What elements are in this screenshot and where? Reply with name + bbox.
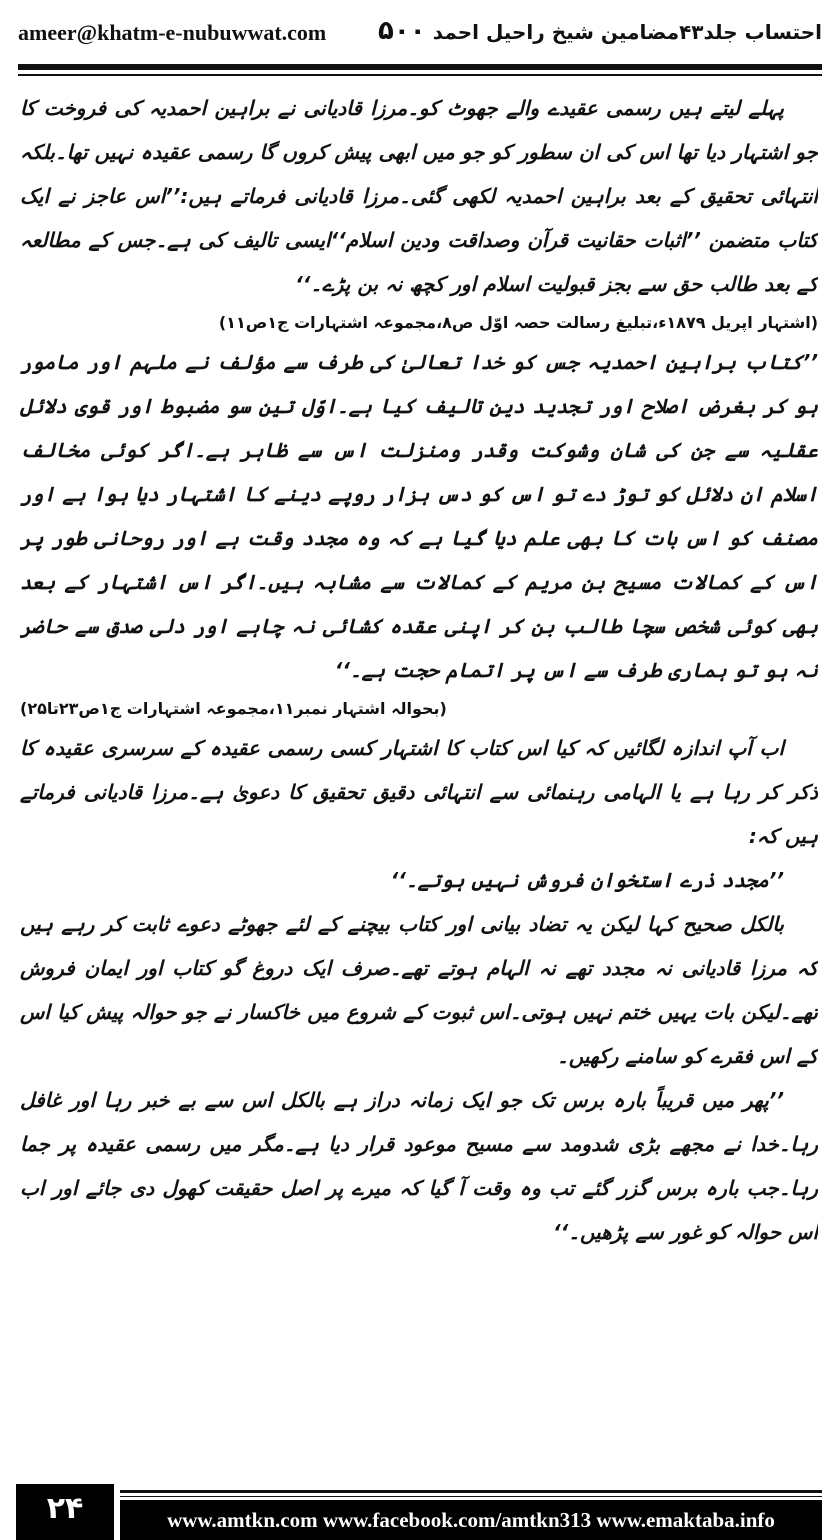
- paragraph-intro: پہلے لیتے ہیں رسمی عقیدے والے جھوٹ کو۔مرزا قادیانی نے براہین احمدیہ کی فروخت کا جو اشتہار دیا تھا اس کی ان سطور کو جو میں ابھی پیش کروں گا رسمی عقیدہ نہیں تھا۔بلکہ انتہائی تحقیق کے بعد براہین احمدیہ لکھی گئی۔مرزا قادیانی فرماتے ہیں:’’اس عاجز نے ایک کتاب متضمن ’’اثبات حقانیت قرآن وصداقت ودین اسلام‘‘ایسی تالیف کی ہے۔جس کے مطالعہ کے بعد طالب حق سے بجز قبولیت اسلام اور کچھ نہ بن پڑے۔‘‘: [20, 96, 818, 296]
- citation-1: (اشتہار اپریل ۱۸۷۹ء،تبلیغ رسالت حصہ اوّل ص۸،مجموعہ اشتہارات ج۱ص۱۱): [218, 313, 818, 332]
- paragraph-analysis: اب آپ اندازہ لگائیں کہ کیا اس کتاب کا اشتہار کسی رسمی عقیدہ کے سرسری عقیدہ کا ذکر کر رہا ہے یا الہامی رہنمائی سے انتہائی دقیق تحقیق کا دعویٰ ہے۔مرزا قادیانی فرماتے ہیں کہ:: [20, 736, 818, 848]
- footer-links[interactable]: www.amtkn.com www.facebook.com/amtkn313 www.emaktaba.info: [120, 1500, 822, 1540]
- footer-rule-thin: [120, 1496, 822, 1497]
- footer-rule-thick: [120, 1490, 822, 1493]
- citation-2: (بحوالہ اشتہار نمبر۱۱،مجموعہ اشتہارات ج۱ص۲۳تا۲۵): [20, 699, 447, 718]
- page-header: [18, 18, 822, 58]
- header-book-title: احتساب جلد۴۳مضامین شیخ راحیل احمد: [432, 20, 822, 44]
- quote-mujaddid: ’’مجدد ذرے استخوان فروش نہیں ہوتے۔‘‘: [390, 868, 784, 892]
- header-rule-thin: [18, 74, 822, 76]
- header-page-number: ۵۰۰: [378, 16, 426, 46]
- footer-page-number: ۲۴: [16, 1484, 114, 1540]
- header-rule-thick: [18, 64, 822, 70]
- paragraph-contradiction: بالکل صحیح کہا لیکن یہ تضاد بیانی اور کتاب بیچنے کے لئے جھوٹے دعوے ثابت کر رہے ہیں کہ مرزا قادیانی نہ مجدد تھے نہ الہام ہوتے تھے۔صرف ایک دروغ گو کتاب اور ایمان فروش تھے۔لیکن بات یہیں ختم نہیں ہوتی۔اس ثبوت کے شروع میں خاکسار نے جو حوالہ پیش کیا اس کے اس فقرے کو سامنے رکھیں۔: [20, 912, 818, 1068]
- header-email[interactable]: ameer@khatm-e-nubuwwat.com: [18, 20, 327, 45]
- body-text: [20, 86, 818, 1466]
- quote-twelve-years: ’’پھر میں قریباً بارہ برس تک جو ایک زمانہ دراز ہے بالکل اس سے بے خبر رہا اور غافل رہا۔خدا نے مجھے بڑی شدومد سے مسیح موعود قرار دیا ہے۔مگر میں رسمی عقیدہ پر جما رہا۔جب بارہ برس گزر گئے تب وہ وقت آ گیا کہ میرے پر اصل حقیقت کھول دی جائے اور اب اس حوالہ کو غور سے پڑھیں۔‘‘: [20, 1088, 818, 1244]
- quote-braheen: ’’کتاب براہین احمدیہ جس کو خدا تعالیٰ کی طرف سے مؤلف نے ملہم اور مامور ہو کر بغرض اصلاح اور تجدید دین تالیف کیا ہے۔اوّل تین سو مضبوط اور قوی دلائل عقلیہ سے جن کی شان وشوکت وقدر ومنزلت اس سے ظاہر ہے۔اگر کوئی مخالف اسلام ان دلائل کو توڑ دے تو اس کو دس ہزار روپے دینے کا اشتہار دیا ہوا ہے اور مصنف کو اس بات کا بھی علم دیا گیا ہے کہ وہ مجدد وقت ہے اور روحانی طور پر اس کے کمالات مسیح بن مریم کے کمالات سے مشابہ ہیں۔اگر اس اشتہار کے بعد بھی کوئی شخص سچا طالب بن کر اپنی عقدہ کشائی نہ چاہے اور دلی صدق سے حاضر نہ ہو تو ہماری طرف سے اس پر اتمام حجت ہے۔‘‘: [20, 350, 818, 682]
